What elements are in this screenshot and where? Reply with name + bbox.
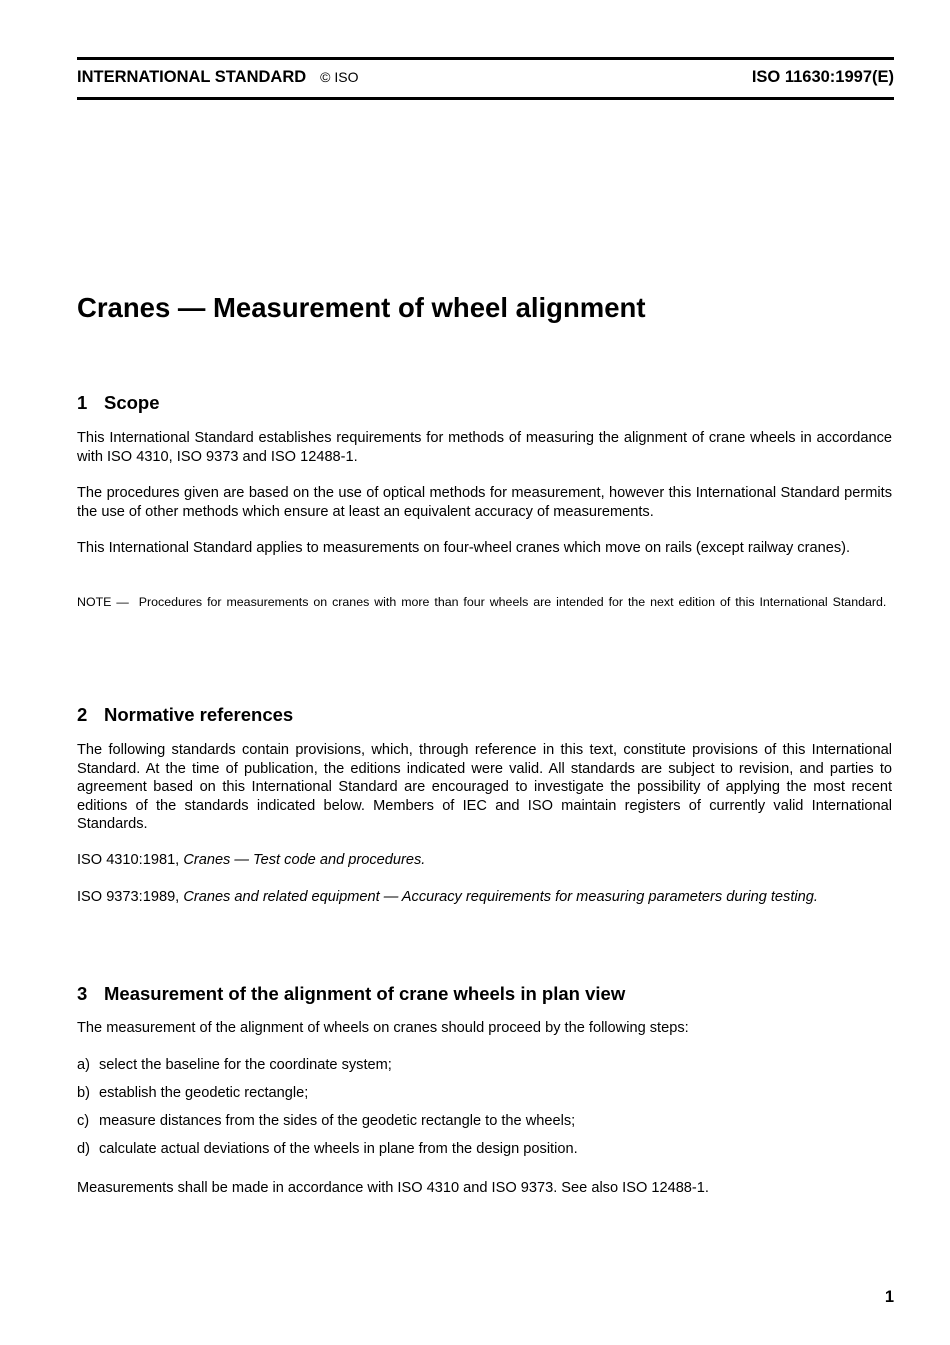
section-2-title: Normative references: [104, 704, 294, 725]
section-3-intro: The measurement of the alignment of wheels on cranes should proceed by the following steps:: [77, 1020, 689, 1036]
section-1-note: [77, 594, 889, 611]
step-marker: c): [77, 1113, 90, 1129]
section-3-title: Measurement of the alignment of crane wheels in plan view: [104, 983, 626, 1004]
section-2-number: 2: [77, 704, 88, 725]
section-3-heading: [77, 983, 625, 1005]
header-left: [77, 68, 358, 87]
header-copyright: © ISO: [320, 69, 359, 85]
reference-title: Cranes — Test code and procedures.: [183, 852, 426, 868]
step-marker: d): [77, 1141, 90, 1157]
step-text: calculate actual deviations of the wheels in plane from the design position.: [99, 1141, 578, 1157]
reference-item: [77, 851, 892, 870]
section-1-paragraph: The procedures given are based on the use of optical methods for measurement, however this International Standard permits the use of other methods which ensure at least an equivalent accuracy of measurements.: [77, 485, 892, 520]
step-marker: a): [77, 1057, 90, 1073]
step-item: [77, 1140, 578, 1159]
header-standard-label: INTERNATIONAL STANDARD: [77, 68, 307, 86]
step-item: [77, 1056, 392, 1075]
note-label: NOTE —: [77, 595, 129, 609]
header-top-rule: [77, 57, 894, 60]
step-text: select the baseline for the coordinate system;: [99, 1057, 392, 1073]
reference-code: ISO 9373:1989,: [77, 889, 180, 905]
header-bottom-rule: [77, 97, 894, 100]
page-header: [77, 68, 894, 90]
section-1-paragraph: This International Standard establishes requirements for methods of measuring the alignment of crane wheels in accordance with ISO 4310, ISO 9373 and ISO 12488-1.: [77, 430, 892, 465]
section-1-title: Scope: [104, 392, 160, 413]
reference-item: [77, 888, 892, 907]
reference-title: Cranes and related equipment — Accuracy requirements for measuring parameters during testing.: [183, 889, 818, 905]
reference-code: ISO 4310:1981,: [77, 852, 180, 868]
note-text: Procedures for measurements on cranes with more than four wheels are intended for the next edition of this International Standard.: [138, 595, 887, 609]
page-number: 1: [884, 1288, 894, 1306]
section-3-closing: Measurements shall be made in accordance with ISO 4310 and ISO 9373. See also ISO 12488-1.: [77, 1180, 709, 1196]
section-2-intro: The following standards contain provisions, which, through reference in this text, constitute provisions of this International Standard. At the time of publication, the editions indicated were valid. All standards are subject to revision, and parties to agreement based on this International Standard are encouraged to investigate the possibility of applying the most recent editions of the standards indicated below. Members of IEC and ISO maintain registers of currently valid International Standards.: [77, 742, 892, 832]
section-2-heading: [77, 704, 293, 726]
section-1-heading: [77, 392, 160, 414]
section-1-number: 1: [77, 392, 88, 413]
step-marker: b): [77, 1085, 90, 1101]
section-1-paragraph: This International Standard applies to measurements on four-wheel cranes which move on rails (except railway cranes).: [77, 540, 851, 556]
step-item: [77, 1084, 308, 1103]
section-3-number: 3: [77, 983, 88, 1004]
document-title: Cranes — Measurement of wheel alignment: [77, 292, 646, 323]
step-text: establish the geodetic rectangle;: [99, 1085, 309, 1101]
step-item: [77, 1112, 575, 1131]
header-document-id: ISO 11630:1997(E): [751, 68, 894, 86]
step-text: measure distances from the sides of the geodetic rectangle to the wheels;: [99, 1113, 576, 1129]
